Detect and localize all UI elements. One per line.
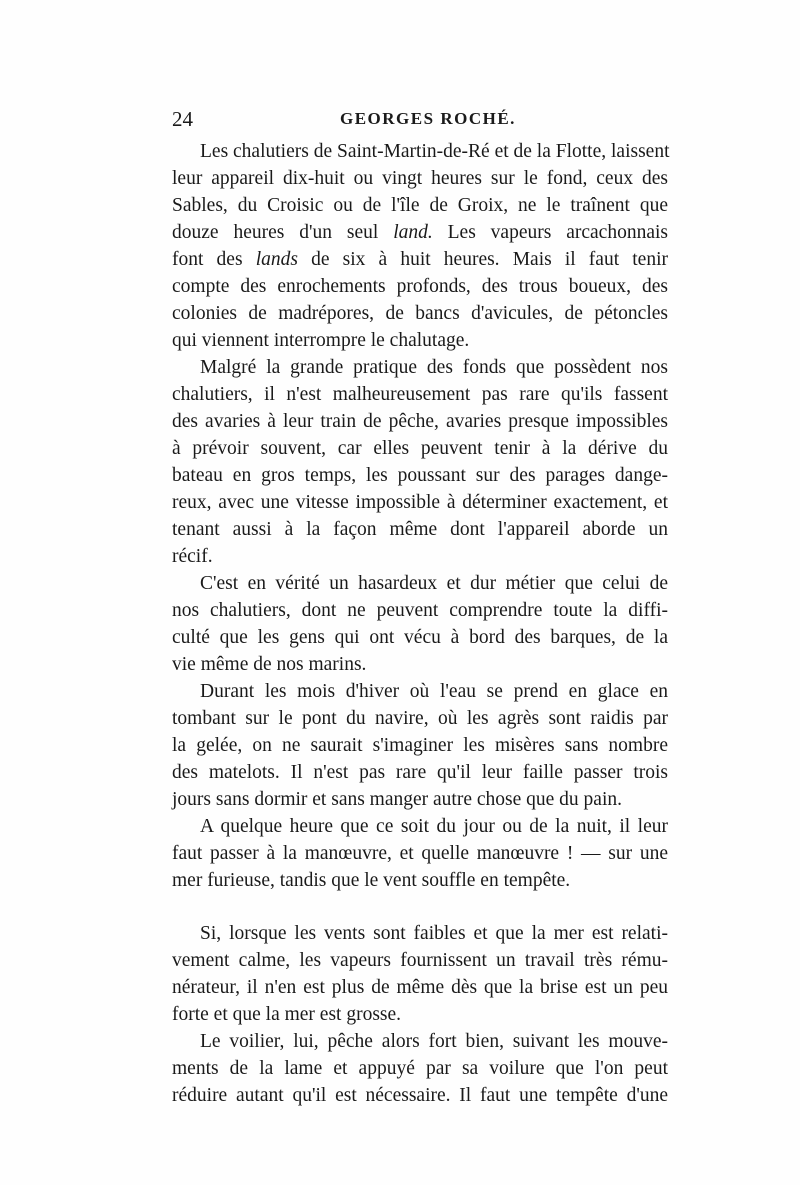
- paragraph: [172, 570, 668, 678]
- text-line: bateau en gros temps, les poussant sur des parages dange-: [172, 465, 668, 486]
- text-line: vement calme, les vapeurs fournissent un travail très rému-: [172, 950, 668, 971]
- text-line: jours sans dormir et sans manger autre chose que du pain.: [172, 789, 623, 810]
- text-line: à prévoir souvent, car elles peuvent tenir à la dérive du: [172, 438, 668, 459]
- text-line: forte et que la mer est grosse.: [172, 1004, 402, 1025]
- text-line: A quelque heure que ce soit du jour ou de la nuit, il leur: [200, 816, 668, 837]
- paragraph: [172, 138, 668, 354]
- page-number: 24: [172, 107, 193, 131]
- text-line: douze heures d'un seul land. Les vapeurs arcachonnais: [172, 222, 668, 243]
- text-line: Si, lorsque les vents sont faibles et que la mer est relati-: [200, 923, 668, 944]
- text-line: Malgré la grande pratique des fonds que possèdent nos: [200, 357, 668, 378]
- text-line: nos chalutiers, dont ne peuvent comprendre toute la diffi-: [172, 600, 668, 621]
- text-line: récif.: [172, 546, 213, 567]
- text-line: reux, avec une vitesse impossible à déterminer exactement, et: [172, 492, 668, 513]
- text-line: réduire autant qu'il est nécessaire. Il faut une tempête d'une: [172, 1085, 668, 1106]
- text-line: Sables, du Croisic ou de l'île de Groix, ne le traînent que: [172, 195, 668, 216]
- italic-term: land.: [393, 222, 433, 243]
- text-line: Les chalutiers de Saint-Martin-de-Ré et de la Flotte, laissent: [200, 141, 670, 162]
- text-line: mer furieuse, tandis que le vent souffle en tempête.: [172, 870, 571, 891]
- running-head: GEORGES ROCHÉ.: [340, 109, 516, 128]
- paragraph: [172, 1028, 668, 1109]
- text-line: chalutiers, il n'est malheureusement pas rare qu'ils fassent: [172, 384, 668, 405]
- body-text: [172, 138, 668, 1109]
- italic-term: lands: [255, 249, 298, 270]
- text-line: ments de la lame et appuyé par sa voilure que l'on peut: [172, 1058, 668, 1079]
- text-line: tenant aussi à la façon même dont l'appareil aborde un: [172, 519, 668, 540]
- text-line: la gelée, on ne saurait s'imaginer les misères sans nombre: [172, 735, 668, 756]
- paragraph: [172, 813, 668, 894]
- text-line: compte des enrochements profonds, des trous boueux, des: [172, 276, 668, 297]
- text-line: Le voilier, lui, pêche alors fort bien, suivant les mouve-: [200, 1031, 668, 1052]
- text-line: des avaries à leur train de pêche, avaries presque impossibles: [172, 411, 668, 432]
- paragraph: [172, 354, 668, 570]
- text-line: tombant sur le pont du navire, où les agrès sont raidis par: [172, 708, 668, 729]
- text-line: faut passer à la manœuvre, et quelle manœuvre ! — sur une: [172, 843, 668, 864]
- text-line: culté que les gens qui ont vécu à bord des barques, de la: [172, 627, 668, 648]
- paragraph: [172, 920, 668, 1028]
- text-line: qui viennent interrompre le chalutage.: [172, 330, 470, 351]
- text-line: C'est en vérité un hasardeux et dur métier que celui de: [200, 573, 668, 594]
- paragraph: [172, 678, 668, 813]
- text-line: Durant les mois d'hiver où l'eau se prend en glace en: [200, 681, 668, 702]
- text-line: des matelots. Il n'est pas rare qu'il leur faille passer trois: [172, 762, 668, 783]
- text-line: nérateur, il n'en est plus de même dès que la brise est un peu: [172, 977, 668, 998]
- page-header: [172, 104, 668, 134]
- text-line: leur appareil dix-huit ou vingt heures sur le fond, ceux des: [172, 168, 668, 189]
- text-line: vie même de nos marins.: [172, 654, 367, 675]
- text-line: font des lands de six à huit heures. Mais il faut tenir: [172, 249, 668, 270]
- text-line: colonies de madrépores, de bancs d'avicules, de pétoncles: [172, 303, 668, 324]
